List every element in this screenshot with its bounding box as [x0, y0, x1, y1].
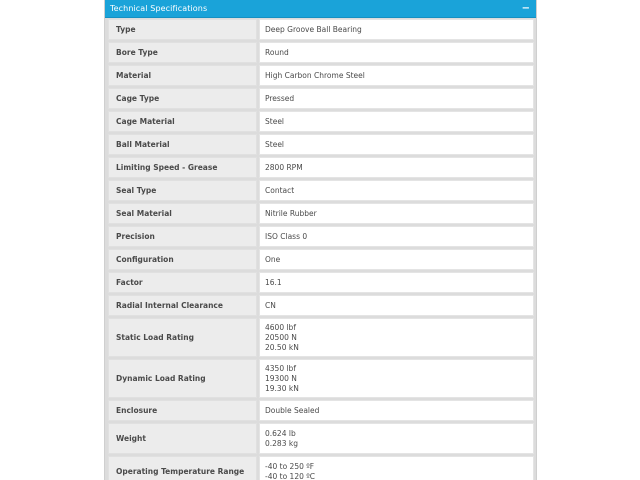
spec-label: Cage Material — [108, 111, 257, 132]
spec-label: Type — [108, 19, 257, 40]
spec-value-line: Nitrile Rubber — [265, 208, 317, 218]
spec-value-line: Pressed — [265, 93, 295, 103]
spec-label: Operating Temperature Range — [108, 456, 257, 480]
spec-row — [108, 19, 534, 40]
spec-row — [108, 423, 534, 454]
spec-value — [259, 157, 534, 178]
spec-row — [108, 180, 534, 201]
spec-label: Dynamic Load Rating — [108, 359, 257, 398]
spec-row — [108, 359, 534, 398]
spec-label: Ball Material — [108, 134, 257, 155]
spec-value-line: 20500 N — [265, 332, 297, 342]
spec-value-line: CN — [265, 300, 276, 310]
spec-label: Radial Internal Clearance — [108, 295, 257, 316]
spec-row — [108, 65, 534, 86]
spec-label: Material — [108, 65, 257, 86]
spec-value-line: 19.30 kN — [265, 383, 299, 393]
spec-value-line: Steel — [265, 139, 285, 149]
minus-icon[interactable]: − — [521, 2, 530, 14]
spec-label: Static Load Rating — [108, 318, 257, 357]
spec-value-line: 4350 lbf — [265, 363, 296, 373]
spec-value — [259, 423, 534, 454]
spec-label: Seal Type — [108, 180, 257, 201]
spec-label: Cage Type — [108, 88, 257, 109]
spec-table — [105, 18, 536, 480]
spec-row — [108, 295, 534, 316]
spec-value-line: 19300 N — [265, 373, 297, 383]
spec-row — [108, 318, 534, 357]
spec-row — [108, 88, 534, 109]
spec-value-line: High Carbon Chrome Steel — [265, 70, 365, 80]
spec-row — [108, 400, 534, 421]
spec-value — [259, 65, 534, 86]
spec-row — [108, 249, 534, 270]
spec-label: Configuration — [108, 249, 257, 270]
spec-value — [259, 272, 534, 293]
spec-label: Weight — [108, 423, 257, 454]
spec-label: Bore Type — [108, 42, 257, 63]
spec-label: Seal Material — [108, 203, 257, 224]
spec-value-line: -40 to 250 ºF — [265, 461, 315, 471]
spec-value-line: 4600 lbf — [265, 322, 296, 332]
spec-value — [259, 226, 534, 247]
spec-value — [259, 88, 534, 109]
spec-value-line: One — [265, 254, 281, 264]
spec-value — [259, 400, 534, 421]
spec-value-line: 16.1 — [265, 277, 282, 287]
spec-value-line: -40 to 120 ºC — [265, 471, 316, 480]
spec-value — [259, 295, 534, 316]
spec-value — [259, 111, 534, 132]
panel-header[interactable] — [105, 0, 536, 18]
spec-value-line: Double Sealed — [265, 405, 320, 415]
spec-label: Enclosure — [108, 400, 257, 421]
spec-value-line: 20.50 kN — [265, 342, 299, 352]
spec-value-line: 2800 RPM — [265, 162, 303, 172]
spec-value — [259, 203, 534, 224]
spec-value — [259, 318, 534, 357]
spec-value-line: Deep Groove Ball Bearing — [265, 24, 362, 34]
panel-title: Technical Specifications — [110, 4, 208, 13]
spec-label: Limiting Speed - Grease — [108, 157, 257, 178]
spec-label: Factor — [108, 272, 257, 293]
spec-value-line: Contact — [265, 185, 295, 195]
spec-row — [108, 203, 534, 224]
spec-row — [108, 42, 534, 63]
spec-value — [259, 134, 534, 155]
spec-value — [259, 249, 534, 270]
spec-row — [108, 226, 534, 247]
spec-row — [108, 272, 534, 293]
spec-row — [108, 157, 534, 178]
spec-value-line: Steel — [265, 116, 285, 126]
technical-specifications-panel — [104, 0, 537, 480]
spec-value-line: 0.283 kg — [265, 438, 298, 448]
spec-value — [259, 19, 534, 40]
spec-value-line: ISO Class 0 — [265, 231, 308, 241]
spec-value-line: Round — [265, 47, 289, 57]
spec-value — [259, 359, 534, 398]
spec-value — [259, 180, 534, 201]
spec-value — [259, 456, 534, 480]
spec-value — [259, 42, 534, 63]
spec-row — [108, 456, 534, 480]
spec-value-line: 0.624 lb — [265, 428, 296, 438]
spec-row — [108, 111, 534, 132]
spec-row — [108, 134, 534, 155]
spec-label: Precision — [108, 226, 257, 247]
